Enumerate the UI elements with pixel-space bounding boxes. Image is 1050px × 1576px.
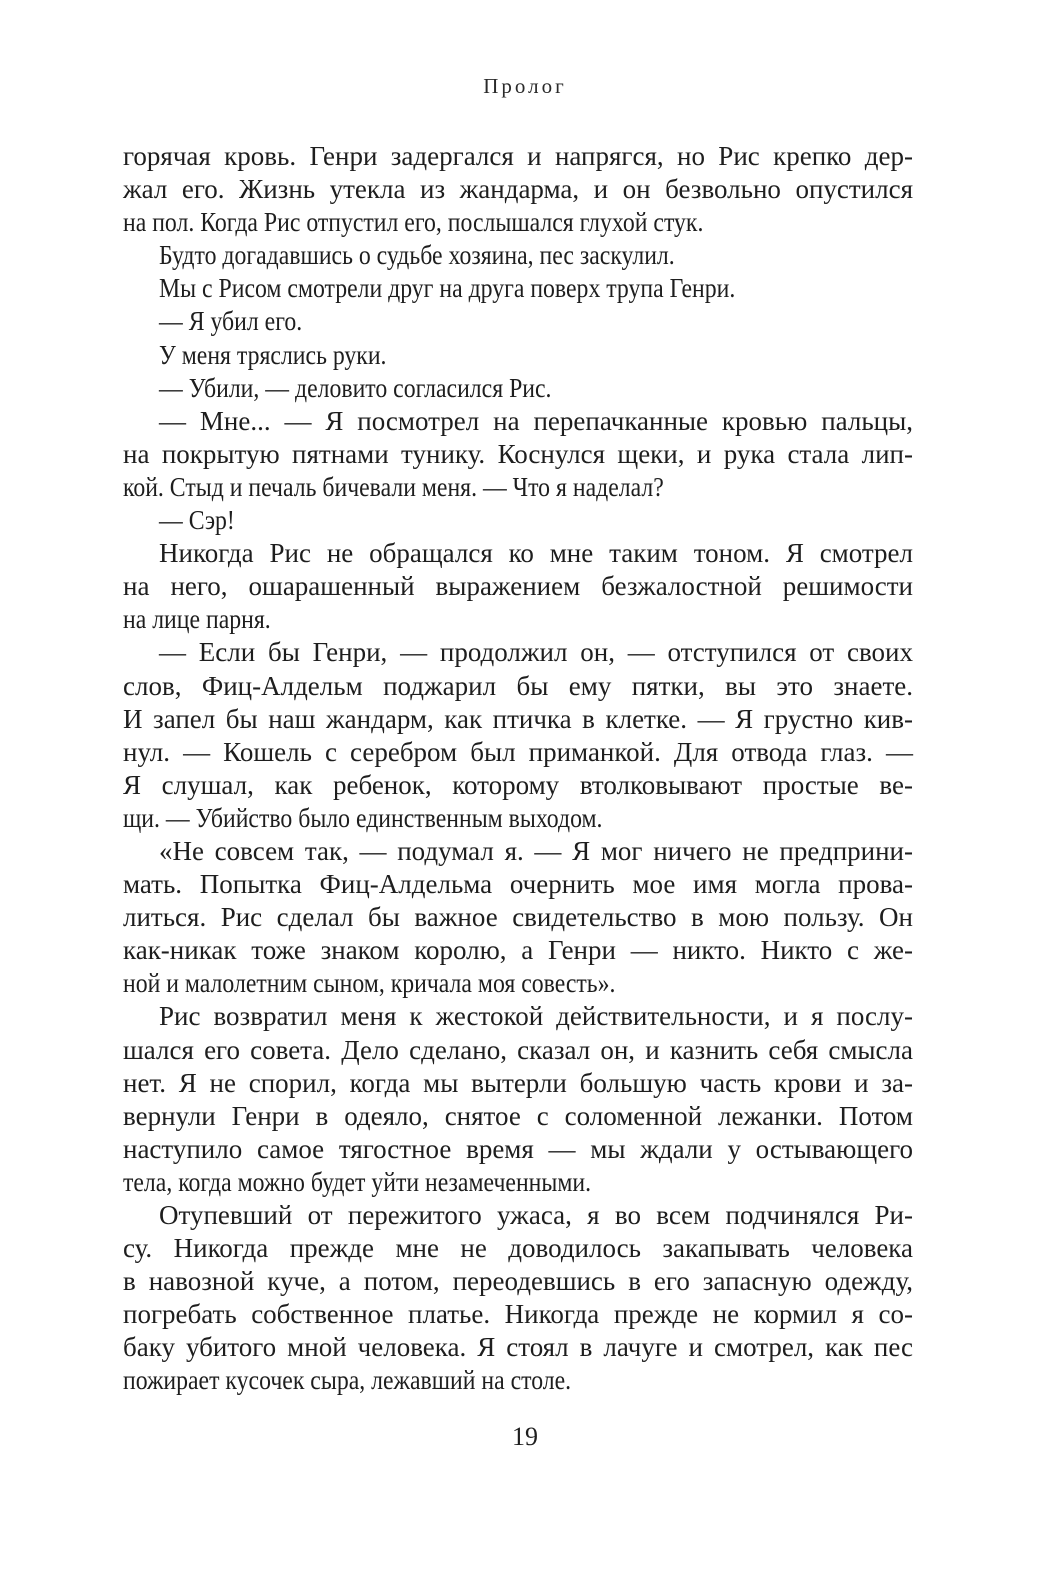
text-line: шался его совета. Дело сделано, сказал он, и казнить себя смысла (123, 1034, 913, 1065)
text-line: Отупевший от пережитого ужаса, я во всем подчинялся Ри- (159, 1200, 913, 1230)
text-line: Никогда Рис не обращался ко мне таким тоном. Я смотрел (159, 538, 913, 569)
text-line: нет. Я не спорил, когда мы вытерли большую часть крови и за- (123, 1067, 913, 1098)
text-line: в навозной куче, а потом, переодевшись в его запасную одежду, (123, 1266, 913, 1297)
text-line: жал его. Жизнь утекла из жандарма, и он безвольно опустился (123, 174, 913, 205)
text-line: горячая кровь. Генри задергался и напрягся, но Рис крепко дер- (123, 141, 913, 171)
text-line: как-никак тоже знаком королю, а Генри — никто. Никто с же- (123, 935, 913, 966)
text-line: погребать собственное платье. Никогда прежде не кормил я со- (123, 1299, 913, 1330)
text-line: щи. — Убийство было единственным выходом. (123, 802, 603, 833)
text-line: су. Никогда прежде мне не доводилось закапывать человека (123, 1233, 913, 1264)
text-line: Будто догадавшись о судьбе хозяина, пес заскулил. (158, 240, 675, 271)
text-line: Рис возвратил меня к жестокой действительности, и я послу- (159, 1001, 913, 1032)
text-line: литься. Рис сделал бы важное свидетельство в мою пользу. Он (123, 902, 913, 933)
text-line: — Если бы Генри, — продолжил он, — отступился от своих (159, 637, 913, 668)
text-line: — Я убил его. (158, 306, 303, 337)
text-line: на пол. Когда Рис отпустил его, послышался глухой стук. (123, 207, 704, 238)
text-line: пожирает кусочек сыра, лежавший на столе. (123, 1365, 572, 1396)
page-number: 19 (512, 1422, 538, 1451)
running-head: Пролог (483, 74, 567, 98)
text-line: наступило самое тягостное время — мы ждали у остывающего (123, 1133, 913, 1164)
text-line: тела, когда можно будет уйти незамеченными. (123, 1166, 592, 1197)
text-line: «Не совсем так, — подумал я. — Я мог ничего не предприни- (159, 835, 913, 866)
text-line: И запел бы наш жандарм, как птичка в клетке. — Я грустно кив- (123, 703, 913, 734)
text-line: — Убили, — деловито согласился Рис. (158, 372, 552, 403)
text-line: на покрытую пятнами тунику. Коснулся щеки, и рука стала лип- (123, 438, 913, 469)
text-line: — Сэр! (158, 505, 235, 536)
text-line: слов, Фиц-Алдельм поджарил бы ему пятки, вы это знаете. (123, 670, 913, 701)
text-line: мать. Попытка Фиц-Алдельма очернить мое имя могла прова- (123, 869, 913, 900)
text-line: У меня тряслись руки. (158, 339, 387, 370)
text-line: на лице парня. (123, 604, 271, 635)
text-line: на него, ошарашенный выражением безжалостной решимости (123, 571, 913, 602)
text-line: баку убитого мной человека. Я стоял в лачуге и смотрел, как пес (123, 1332, 913, 1363)
text-line: Мы с Рисом смотрели друг на друга поверх трупа Генри. (158, 273, 736, 304)
text-line: нул. — Кошель с серебром был приманкой. Для отвода глаз. — (123, 736, 913, 767)
text-line: ной и малолетним сыном, кричала моя совесть». (123, 968, 616, 999)
text-line: кой. Стыд и печаль бичевали меня. — Что я наделал? (123, 471, 664, 502)
text-line: вернули Генри в одеяло, снятое с соломенной лежанки. Потом (123, 1100, 913, 1131)
text-line: — Мне... — Я посмотрел на перепачканные кровью пальцы, (159, 405, 913, 436)
text-line: Я слушал, как ребенок, которому втолковывают простые ве- (123, 769, 913, 800)
body-text (123, 140, 913, 1398)
